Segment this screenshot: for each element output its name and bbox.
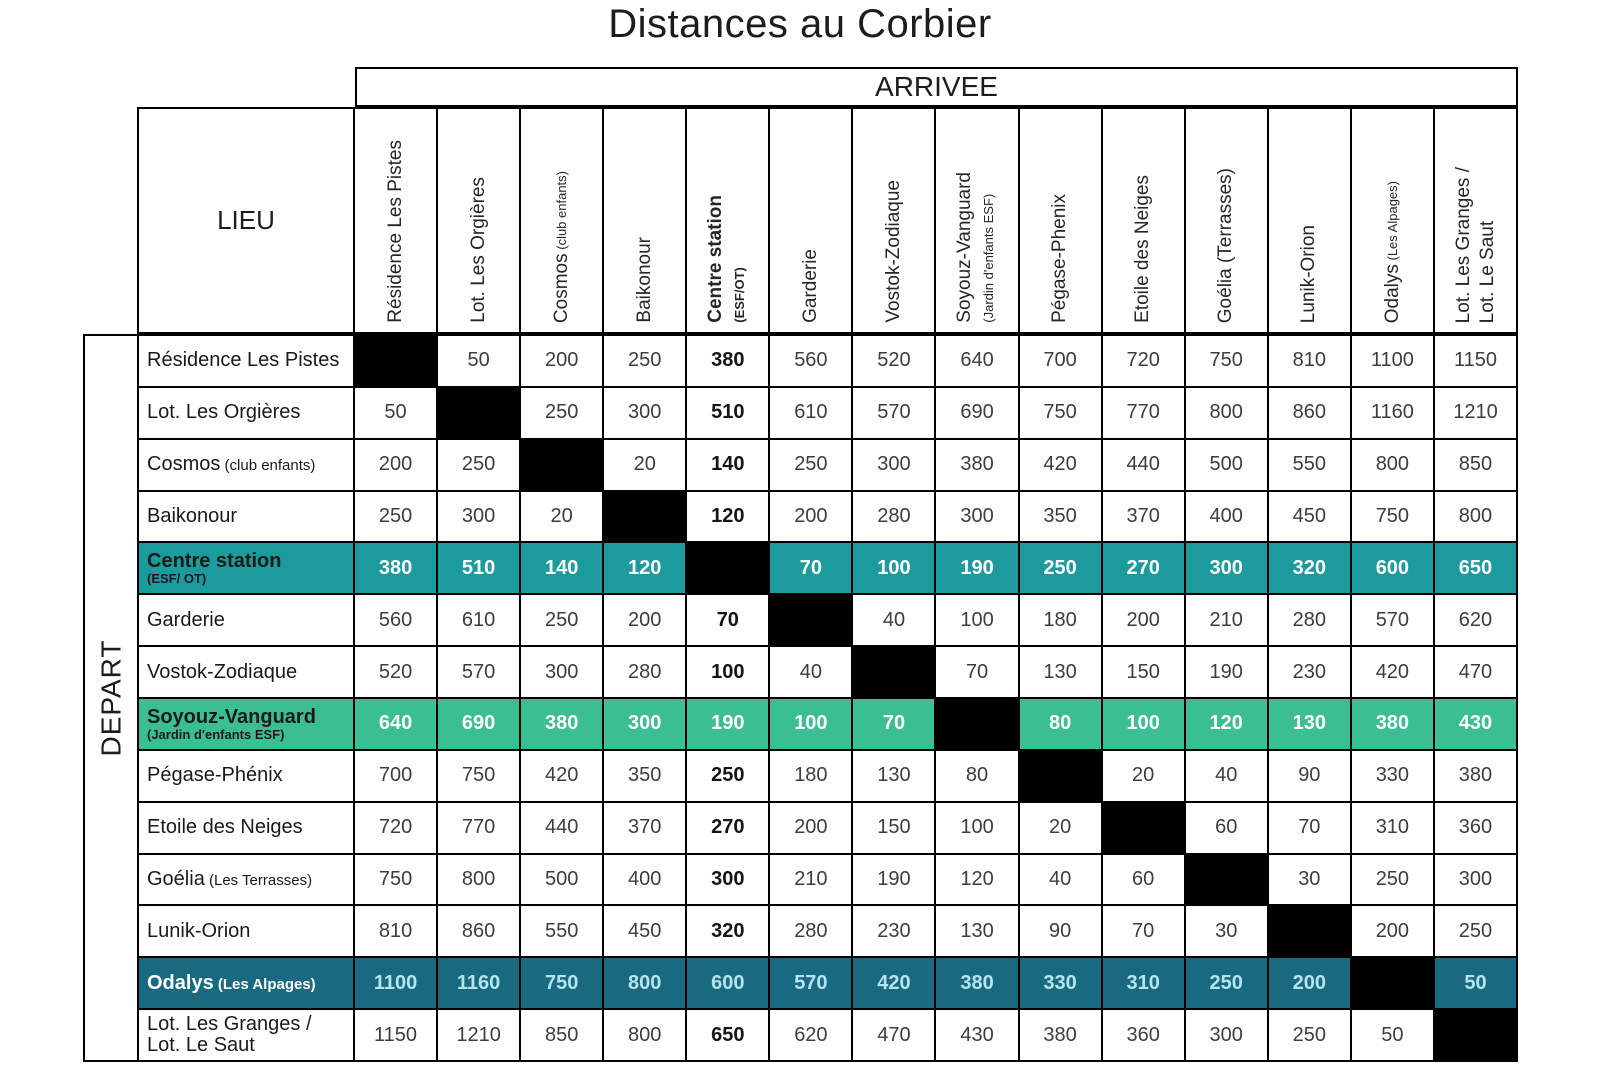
- distance-cell: 750: [1352, 492, 1433, 542]
- distance-cell: 190: [936, 543, 1017, 593]
- distance-cell: 380: [521, 699, 602, 749]
- lieu-label: LIEU: [217, 205, 275, 235]
- distance-cell: 550: [1269, 440, 1350, 490]
- diagonal-cell: [687, 543, 768, 593]
- distance-cell: 360: [1435, 803, 1516, 853]
- distance-cell: 280: [853, 492, 934, 542]
- distance-cell: 190: [853, 855, 934, 905]
- diagonal-cell: [1186, 855, 1267, 905]
- distance-cell: 800: [604, 958, 685, 1008]
- distance-cell: 30: [1186, 906, 1267, 956]
- distance-cell: 120: [936, 855, 1017, 905]
- distance-cell: 600: [1352, 543, 1433, 593]
- diagonal-cell: [936, 699, 1017, 749]
- distance-cell: 810: [355, 906, 436, 956]
- column-header-6: Garderie: [770, 109, 851, 332]
- column-header-2: Lot. Les Orgières: [438, 109, 519, 332]
- lieu-cell: [139, 109, 353, 332]
- distance-cell: 200: [770, 492, 851, 542]
- distance-cell: 380: [687, 336, 768, 386]
- distance-cell: 510: [438, 543, 519, 593]
- distance-cell: 440: [521, 803, 602, 853]
- distance-cell: 520: [853, 336, 934, 386]
- row-label-2: Lot. Les Orgières: [139, 388, 353, 438]
- distance-cell: 250: [687, 751, 768, 801]
- distance-cell: 60: [1186, 803, 1267, 853]
- distance-cell: 300: [1186, 543, 1267, 593]
- row-label-5: Centre station (ESF/ OT): [139, 543, 353, 593]
- distance-cell: 280: [1269, 595, 1350, 645]
- column-header-11: Goélia (Terrasses): [1186, 109, 1267, 332]
- distance-cell: 500: [1186, 440, 1267, 490]
- distance-cell: 150: [853, 803, 934, 853]
- distance-cell: 600: [687, 958, 768, 1008]
- distance-cell: 20: [1103, 751, 1184, 801]
- column-header-12: Lunik-Orion: [1269, 109, 1350, 332]
- diagonal-cell: [1352, 958, 1433, 1008]
- diagonal-cell: [1020, 751, 1101, 801]
- distance-cell: 250: [1352, 855, 1433, 905]
- distance-matrix: [137, 334, 1518, 1062]
- arrivee-header: [355, 67, 1518, 107]
- distance-cell: 100: [936, 595, 1017, 645]
- distance-cell: 850: [521, 1010, 602, 1060]
- diagonal-cell: [604, 492, 685, 542]
- distance-cell: 130: [1269, 699, 1350, 749]
- distance-cell: 100: [1103, 699, 1184, 749]
- distance-cell: 300: [604, 699, 685, 749]
- distance-cell: 770: [438, 803, 519, 853]
- column-header-1: Résidence Les Pistes: [355, 109, 436, 332]
- distance-cell: 750: [355, 855, 436, 905]
- distance-cell: 380: [1020, 1010, 1101, 1060]
- distance-cell: 1160: [1352, 388, 1433, 438]
- distance-cell: 200: [1352, 906, 1433, 956]
- row-label-1: Résidence Les Pistes: [139, 336, 353, 386]
- distance-cell: 570: [853, 388, 934, 438]
- distance-cell: 350: [1020, 492, 1101, 542]
- column-header-13: Odalys (Les Alpages): [1352, 109, 1433, 332]
- distance-cell: 120: [604, 543, 685, 593]
- distance-cell: 200: [1269, 958, 1350, 1008]
- distance-cell: 1100: [1352, 336, 1433, 386]
- distance-cell: 380: [1352, 699, 1433, 749]
- distance-cell: 750: [1186, 336, 1267, 386]
- distance-cell: 300: [1186, 1010, 1267, 1060]
- depart-cell: [83, 334, 137, 1062]
- distance-cell: 440: [1103, 440, 1184, 490]
- distance-cell: 570: [1352, 595, 1433, 645]
- distance-cell: 40: [1186, 751, 1267, 801]
- distance-cell: 70: [936, 647, 1017, 697]
- row-label-3: Cosmos (club enfants): [139, 440, 353, 490]
- column-header-9: Pégase-Phenix: [1020, 109, 1101, 332]
- distance-cell: 300: [687, 855, 768, 905]
- distance-cell: 570: [770, 958, 851, 1008]
- distance-cell: 770: [1103, 388, 1184, 438]
- row-label-4: Baikonour: [139, 492, 353, 542]
- diagonal-cell: [355, 336, 436, 386]
- distance-cell: 470: [1435, 647, 1516, 697]
- distance-cell: 250: [521, 595, 602, 645]
- distance-cell: 300: [1435, 855, 1516, 905]
- page-title: Distances au Corbier: [608, 2, 992, 46]
- distance-cell: 380: [936, 440, 1017, 490]
- distance-cell: 300: [521, 647, 602, 697]
- column-header-7: Vostok-Zodiaque: [853, 109, 934, 332]
- distance-cell: 620: [770, 1010, 851, 1060]
- distance-cell: 250: [1186, 958, 1267, 1008]
- distance-cell: 380: [355, 543, 436, 593]
- distance-cell: 450: [1269, 492, 1350, 542]
- row-label-14: Lot. Les Granges / Lot. Le Saut: [139, 1010, 353, 1060]
- arrivee-label: ARRIVEE: [875, 71, 998, 102]
- distance-cell: 250: [1020, 543, 1101, 593]
- distance-cell: 70: [687, 595, 768, 645]
- distance-cell: 280: [770, 906, 851, 956]
- distance-cell: 250: [1269, 1010, 1350, 1060]
- column-header-3: Cosmos (club enfants): [521, 109, 602, 332]
- row-label-11: Goélia (Les Terrasses): [139, 855, 353, 905]
- distance-cell: 200: [521, 336, 602, 386]
- distance-cell: 30: [1269, 855, 1350, 905]
- distance-cell: 130: [1020, 647, 1101, 697]
- distance-cell: 610: [438, 595, 519, 645]
- distance-cell: 250: [521, 388, 602, 438]
- distance-cell: 180: [770, 751, 851, 801]
- distance-cell: 400: [604, 855, 685, 905]
- distance-cell: 510: [687, 388, 768, 438]
- diagonal-cell: [1103, 803, 1184, 853]
- distance-cell: 450: [604, 906, 685, 956]
- distance-cell: 380: [936, 958, 1017, 1008]
- distance-cell: 70: [1103, 906, 1184, 956]
- distance-cell: 230: [1269, 647, 1350, 697]
- distance-cell: 100: [687, 647, 768, 697]
- row-label-9: Pégase-Phénix: [139, 751, 353, 801]
- distance-cell: 70: [770, 543, 851, 593]
- distance-cell: 70: [853, 699, 934, 749]
- distance-cell: 330: [1020, 958, 1101, 1008]
- distance-cell: 430: [936, 1010, 1017, 1060]
- distance-cell: 190: [1186, 647, 1267, 697]
- distance-cell: 800: [604, 1010, 685, 1060]
- distance-cell: 300: [853, 440, 934, 490]
- distance-cell: 640: [936, 336, 1017, 386]
- row-label-7: Vostok-Zodiaque: [139, 647, 353, 697]
- distance-cell: 1210: [438, 1010, 519, 1060]
- distance-cell: 300: [604, 388, 685, 438]
- distance-cell: 1150: [1435, 336, 1516, 386]
- distance-cell: 50: [1352, 1010, 1433, 1060]
- column-header-14: Lot. Les Granges / Lot. Le Saut: [1435, 109, 1516, 332]
- distance-cell: 90: [1269, 751, 1350, 801]
- distance-cell: 360: [1103, 1010, 1184, 1060]
- distance-cell: 130: [853, 751, 934, 801]
- distance-cell: 750: [438, 751, 519, 801]
- distance-cell: 560: [770, 336, 851, 386]
- distance-cell: 690: [936, 388, 1017, 438]
- row-label-13: Odalys (Les Alpages): [139, 958, 353, 1008]
- distance-cell: 330: [1352, 751, 1433, 801]
- distance-cell: 310: [1103, 958, 1184, 1008]
- diagonal-cell: [853, 647, 934, 697]
- distance-cell: 850: [1435, 440, 1516, 490]
- column-header-row: [137, 107, 1518, 334]
- distance-cell: 700: [355, 751, 436, 801]
- column-header-5: Centre station (ESF/OT): [687, 109, 768, 332]
- row-label-10: Etoile des Neiges: [139, 803, 353, 853]
- distance-cell: 380: [1435, 751, 1516, 801]
- distance-cell: 1150: [355, 1010, 436, 1060]
- distance-cell: 610: [770, 388, 851, 438]
- distance-cell: 300: [438, 492, 519, 542]
- distance-cell: 90: [1020, 906, 1101, 956]
- distance-cell: 300: [936, 492, 1017, 542]
- distance-cell: 200: [355, 440, 436, 490]
- distance-cell: 270: [1103, 543, 1184, 593]
- distance-cell: 250: [1435, 906, 1516, 956]
- distance-cell: 280: [604, 647, 685, 697]
- distance-cell: 640: [355, 699, 436, 749]
- distance-cell: 860: [438, 906, 519, 956]
- distance-cell: 200: [770, 803, 851, 853]
- distance-cell: 700: [1020, 336, 1101, 386]
- depart-label: DEPART: [95, 639, 126, 757]
- diagonal-cell: [770, 595, 851, 645]
- distance-cell: 420: [853, 958, 934, 1008]
- distance-cell: 70: [1269, 803, 1350, 853]
- distance-cell: 650: [1435, 543, 1516, 593]
- distance-cell: 800: [438, 855, 519, 905]
- distance-cell: 80: [936, 751, 1017, 801]
- distance-cell: 250: [604, 336, 685, 386]
- distance-cell: 650: [687, 1010, 768, 1060]
- distance-cell: 1160: [438, 958, 519, 1008]
- distance-cell: 750: [521, 958, 602, 1008]
- distance-cell: 560: [355, 595, 436, 645]
- distance-cell: 1210: [1435, 388, 1516, 438]
- distance-cell: 800: [1186, 388, 1267, 438]
- distance-cell: 690: [438, 699, 519, 749]
- diagonal-cell: [438, 388, 519, 438]
- distance-cell: 750: [1020, 388, 1101, 438]
- distance-cell: 150: [1103, 647, 1184, 697]
- distance-cell: 40: [1020, 855, 1101, 905]
- distance-cell: 190: [687, 699, 768, 749]
- distance-cell: 100: [936, 803, 1017, 853]
- distance-cell: 620: [1435, 595, 1516, 645]
- distance-cell: 180: [1020, 595, 1101, 645]
- distance-cell: 200: [1103, 595, 1184, 645]
- distance-cell: 120: [1186, 699, 1267, 749]
- distance-cell: 320: [687, 906, 768, 956]
- distance-cell: 800: [1352, 440, 1433, 490]
- distance-cell: 20: [521, 492, 602, 542]
- row-label-12: Lunik-Orion: [139, 906, 353, 956]
- diagonal-cell: [521, 440, 602, 490]
- column-header-8: Soyouz-Vanguard (Jardin d'enfants ESF): [936, 109, 1017, 332]
- distance-cell: 230: [853, 906, 934, 956]
- distance-cell: 130: [936, 906, 1017, 956]
- distance-cell: 400: [1186, 492, 1267, 542]
- distance-cell: 310: [1352, 803, 1433, 853]
- distance-cell: 320: [1269, 543, 1350, 593]
- distance-cell: 800: [1435, 492, 1516, 542]
- distance-cell: 140: [521, 543, 602, 593]
- distance-cell: 550: [521, 906, 602, 956]
- distance-cell: 100: [770, 699, 851, 749]
- distance-cell: 200: [604, 595, 685, 645]
- distance-cell: 500: [521, 855, 602, 905]
- distance-cell: 80: [1020, 699, 1101, 749]
- distance-cell: 270: [687, 803, 768, 853]
- distance-cell: 470: [853, 1010, 934, 1060]
- distance-cell: 40: [770, 647, 851, 697]
- distance-cell: 210: [1186, 595, 1267, 645]
- distance-cell: 420: [1020, 440, 1101, 490]
- distance-cell: 60: [1103, 855, 1184, 905]
- distance-cell: 810: [1269, 336, 1350, 386]
- distance-cell: 50: [355, 388, 436, 438]
- distance-cell: 40: [853, 595, 934, 645]
- distance-cell: 520: [355, 647, 436, 697]
- row-label-6: Garderie: [139, 595, 353, 645]
- diagonal-cell: [1269, 906, 1350, 956]
- distance-cell: 350: [604, 751, 685, 801]
- distance-cell: 370: [604, 803, 685, 853]
- distance-cell: 250: [770, 440, 851, 490]
- distance-cell: 430: [1435, 699, 1516, 749]
- distance-cell: 370: [1103, 492, 1184, 542]
- distance-cell: 420: [1352, 647, 1433, 697]
- distance-cell: 50: [438, 336, 519, 386]
- distance-cell: 50: [1435, 958, 1516, 1008]
- distance-cell: 20: [1020, 803, 1101, 853]
- diagonal-cell: [1435, 1010, 1516, 1060]
- distance-cell: 100: [853, 543, 934, 593]
- distance-cell: 120: [687, 492, 768, 542]
- distance-cell: 250: [355, 492, 436, 542]
- distance-cell: 570: [438, 647, 519, 697]
- distance-cell: 720: [355, 803, 436, 853]
- column-header-10: Etoile des Neiges: [1103, 109, 1184, 332]
- distance-cell: 420: [521, 751, 602, 801]
- distance-cell: 720: [1103, 336, 1184, 386]
- column-header-4: Baikonour: [604, 109, 685, 332]
- distance-cell: 250: [438, 440, 519, 490]
- distance-cell: 140: [687, 440, 768, 490]
- distance-cell: 210: [770, 855, 851, 905]
- distance-cell: 860: [1269, 388, 1350, 438]
- row-label-8: Soyouz-Vanguard (Jardin d'enfants ESF): [139, 699, 353, 749]
- distance-cell: 20: [604, 440, 685, 490]
- distance-cell: 1100: [355, 958, 436, 1008]
